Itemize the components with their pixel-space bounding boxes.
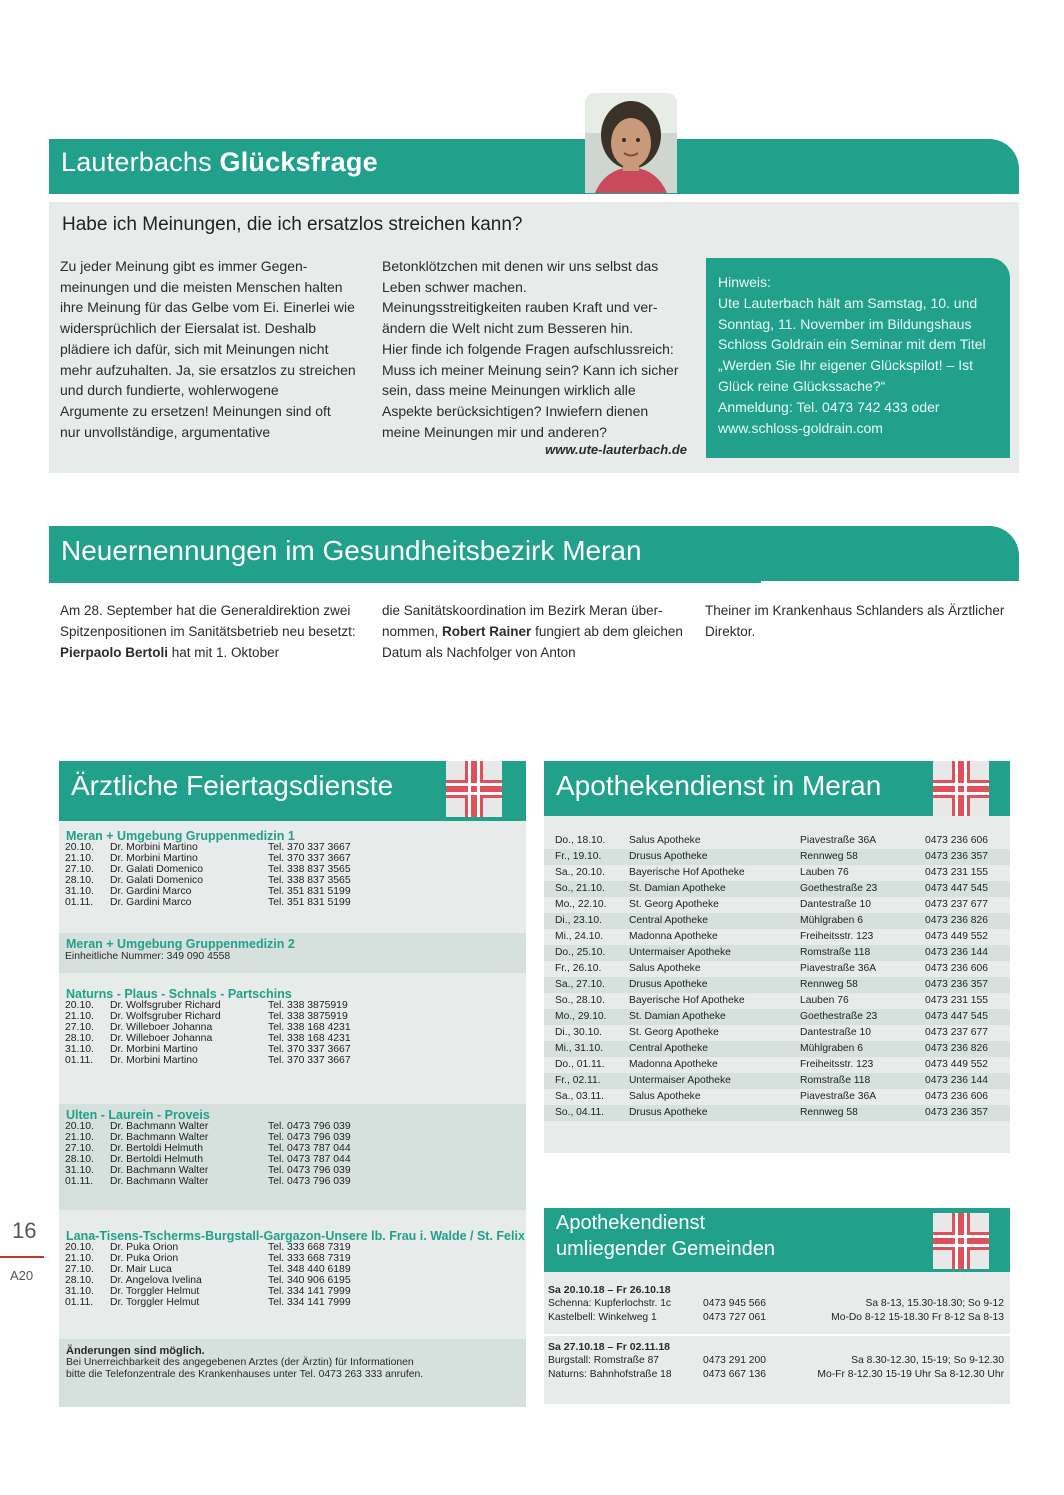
pharmacy-name: Drusus Apotheke xyxy=(629,1107,708,1118)
pharmacy-row xyxy=(544,865,1010,881)
pharmacy-phone: 0473 236 606 xyxy=(925,1091,988,1102)
pharmacy-phone: 0473 447 545 xyxy=(925,1011,988,1022)
pharmacy-phone: 0473 449 552 xyxy=(925,1059,988,1070)
table-row: 27.10. Dr. Bertoldi Helmuth Tel. 0473 787 044 xyxy=(65,1142,351,1154)
pharmacy-phone: 0473 231 155 xyxy=(925,995,988,1006)
pharmacy-address: Mühlgraben 6 xyxy=(800,915,863,926)
group-title: Lana-Tisens-Tscherms-Burgstall-Gargazon-Unsere lb. Frau i. Walde / St. Felix xyxy=(66,1229,525,1243)
divider xyxy=(49,581,761,583)
pharmacy-address: Goethestraße 23 xyxy=(800,1011,878,1022)
changes-notice-line: Bei Unerreichbarkeit des angegebenen Arztes (der Ärztin) für Informationen xyxy=(66,1357,414,1368)
pharmacy-address: Rennweg 58 xyxy=(800,851,858,862)
pharmacy-date: Do., 01.11. xyxy=(555,1059,605,1070)
table-row: 01.11. Dr. Gardini Marco Tel. 351 831 5199 xyxy=(65,896,351,908)
changes-notice xyxy=(59,1339,526,1407)
group-title: Naturns - Plaus - Schnals - Partschins xyxy=(66,987,292,1001)
author-website-link[interactable]: www.ute-lauterbach.de xyxy=(545,442,687,457)
pharmacy-date: Fr., 26.10. xyxy=(555,963,602,974)
pharmacy-address: Dantestraße 10 xyxy=(800,1027,871,1038)
pharmacy-phone: 0473 236 826 xyxy=(925,1043,988,1054)
doctor-group-meran-1 xyxy=(59,829,526,908)
table-row: 28.10. Dr. Bertoldi Helmuth Tel. 0473 787 044 xyxy=(65,1153,351,1165)
pharmacy-address: Rennweg 58 xyxy=(800,1107,858,1118)
pharmacy-name: Untermaiser Apotheke xyxy=(629,1075,731,1086)
pharmacy-name: St. Damian Apotheke xyxy=(629,883,726,894)
medical-cross-icon xyxy=(446,761,502,817)
pharmacy-address: Dantestraße 10 xyxy=(800,899,871,910)
page-marker-line xyxy=(0,1256,44,1258)
neuernennungen-title: Neuernennungen im Gesundheitsbezirk Meran xyxy=(61,535,642,566)
glücksfrage-question: Habe ich Meinungen, die ich ersatzlos streichen kann? xyxy=(62,214,523,235)
doctor-group-meran-2 xyxy=(59,933,526,973)
pharmacy-date: Mo., 22.10. xyxy=(555,899,607,910)
pharmacy-phone: 0473 236 826 xyxy=(925,915,988,926)
changes-notice-title: Änderungen sind möglich. xyxy=(66,1345,205,1357)
pharmacy-row xyxy=(544,1041,1010,1057)
pharmacy-phone: 0473 236 144 xyxy=(925,947,988,958)
medical-cross-icon xyxy=(933,1213,989,1269)
pharmacy-row xyxy=(544,1089,1010,1105)
pharmacy-address: Goethestraße 23 xyxy=(800,883,878,894)
table-row: 20.10. Dr. Wolfsgruber Richard Tel. 338 3875919 xyxy=(65,1000,348,1011)
pharmacy-name: Central Apotheke xyxy=(629,915,708,926)
pharmacy-date: Di., 23.10. xyxy=(555,915,602,926)
pharmacy-address: Romstraße 118 xyxy=(800,947,871,958)
divider xyxy=(544,1334,1010,1336)
table-row: 20.10. Dr. Bachmann Walter Tel. 0473 796 039 xyxy=(65,1121,351,1132)
table-row: 31.10. Dr. Bachmann Walter Tel. 0473 796 039 xyxy=(65,1164,351,1176)
table-row: 28.10. Dr. Angelova Ivelina Tel. 340 906 6195 xyxy=(65,1274,351,1286)
pharmacy-phone: 0473 237 677 xyxy=(925,899,988,910)
period-heading: Sa 20.10.18 – Fr 26.10.18 xyxy=(548,1284,671,1296)
pharmacy-name: Drusus Apotheke xyxy=(629,851,708,862)
table-row: 27.10. Dr. Willeboer Johanna Tel. 338 168 4231 xyxy=(65,1021,351,1033)
group-title: Meran + Umgebung Gruppenmedizin 2 xyxy=(66,937,295,951)
pharmacy-address: Romstraße 118 xyxy=(800,1075,871,1086)
pharmacy-row xyxy=(544,897,1010,913)
feiertagsdienste-title: Ärztliche Feiertagsdienste xyxy=(71,770,394,801)
pharmacy-phone: 0473 236 606 xyxy=(925,835,988,846)
pharmacy-phone: 0473 237 677 xyxy=(925,1027,988,1038)
pharmacy-date: Do., 25.10. xyxy=(555,947,606,958)
pharmacy-address: Piavestraße 36A xyxy=(800,1091,877,1102)
pharmacy-row xyxy=(544,1073,1010,1089)
table-row: 31.10. Dr. Morbini Martino Tel. 370 337 3667 xyxy=(65,1043,351,1055)
pharmacy-phone: 0473 447 545 xyxy=(925,883,988,894)
pharmacy-row xyxy=(544,833,1010,849)
pharmacy-name: Salus Apotheke xyxy=(629,1091,701,1102)
pharmacy-name: Bayerische Hof Apotheke xyxy=(629,867,745,878)
pharmacy-name: Untermaiser Apotheke xyxy=(629,947,731,958)
pharmacy-name: Salus Apotheke xyxy=(629,835,701,846)
pharmacy-name: Bayerische Hof Apotheke xyxy=(629,995,745,1006)
pharmacy-row xyxy=(544,849,1010,865)
pharmacy-date: Fr., 19.10. xyxy=(555,851,602,862)
pharmacy-address: Piavestraße 36A xyxy=(800,963,877,974)
pharmacy-date: Sa., 27.10. xyxy=(555,979,605,990)
pharmacy-phone: 0473 236 357 xyxy=(925,1107,988,1118)
pharmacy-address: Rennweg 58 xyxy=(800,979,858,990)
table-row: 21.10. Dr. Morbini Martino Tel. 370 337 3667 xyxy=(65,852,351,864)
medical-cross-icon xyxy=(933,761,989,817)
doctor-group-lana xyxy=(59,1229,526,1308)
table-row: 28.10. Dr. Willeboer Johanna Tel. 338 168 4231 xyxy=(65,1032,351,1044)
table-row: 21.10. Dr. Bachmann Walter Tel. 0473 796 039 xyxy=(65,1131,351,1143)
pharmacy-date: Fr., 02.11. xyxy=(555,1075,601,1086)
pharmacy-date: So., 04.11. xyxy=(555,1107,605,1118)
pharmacy-date: Di., 30.10. xyxy=(555,1027,602,1038)
pharmacy-date: Mi., 24.10. xyxy=(555,931,604,942)
pharmacy-address: Freiheitsstr. 123 xyxy=(800,931,874,942)
pharmacy-name: St. Georg Apotheke xyxy=(629,1027,719,1038)
pharmacy-date: Do., 18.10. xyxy=(555,835,606,846)
glücksfrage-title: Lauterbachs Glücksfrage xyxy=(61,147,378,177)
glücksfrage-column-2: Betonklötzchen mit denen wir uns selbst das Leben schwer machen. Meinungsstreitigkeiten rauben Kraft und ver- ändern die Welt nicht zum Besseren hin. Hier finde ich folgende Fragen aufschlussreich: Muss ich meiner Meinung sein? Kann ich sicher sein, dass meine Meinungen wirklich alle Aspekte berücksichtigen? Inwiefern dienen meine Meinungen mir und anderen? xyxy=(382,258,679,440)
page-code: A20 xyxy=(10,1268,34,1283)
pharmacy-name: Central Apotheke xyxy=(629,1043,708,1054)
pharmacy-address: Lauben 76 xyxy=(800,995,849,1006)
pharmacy-name: Salus Apotheke xyxy=(629,963,701,974)
pharmacy-date: Sa., 20.10. xyxy=(555,867,605,878)
table-row: 20.10. Dr. Puka Orion Tel. 333 668 7319 xyxy=(65,1242,351,1253)
group-title: Meran + Umgebung Gruppenmedizin 1 xyxy=(66,829,295,843)
pharmacy-row xyxy=(544,913,1010,929)
seminar-notice-box: Hinweis: Ute Lauterbach hält am Samstag, 10. und Sonntag, 11. November im Bildungshaus Schloss Goldrain ein Seminar mit dem Titel „Werden Sie Ihr eigener Glückspilot! – Ist Glück reine Glückssache?“ Anmeldung: Tel. 0473 742 433 oder www.schloss-goldrain.com xyxy=(706,258,1010,458)
pharmacy-phone: 0473 236 357 xyxy=(925,851,988,862)
glücksfrage-column-1: Zu jeder Meinung gibt es immer Gegen- meinungen und die meisten Menschen halten ihre Meinung für das Gelbe vom Ei. Einerlei wie widersprüchlich der Eiersalat ist. Deshalb plädiere ich dafür, sich mit Meinungen nicht mehr aufzuhalten. Ja, sie ersatzlos zu streichen und durch fundierte, wohlerwogene Argumente zu ersetzen! Meinungen sind oft nur unvollständige, argumentative xyxy=(60,258,356,440)
neuernennungen-column-2: die Sanitätskoordination im Bezirk Meran über-nommen, Robert Rainer fungiert ab dem gleichen Datum als Nachfolger von Anton xyxy=(382,603,683,660)
group-title: Ulten - Laurein - Proveis xyxy=(66,1108,210,1122)
pharmacy-address: Mühlgraben 6 xyxy=(800,1043,863,1054)
table-row: 31.10. Dr. Torggler Helmut Tel. 334 141 7999 xyxy=(65,1285,351,1297)
table-row: 28.10. Dr. Galati Domenico Tel. 338 837 3565 xyxy=(65,874,351,886)
doctor-group-ulten xyxy=(59,1104,526,1210)
pharmacy-date: So., 21.10. xyxy=(555,883,605,894)
pharmacy-name: St. Damian Apotheke xyxy=(629,1011,726,1022)
pharmacy-name: Madonna Apotheke xyxy=(629,1059,718,1070)
table-row: 21.10. Dr. Wolfsgruber Richard Tel. 338 3875919 xyxy=(65,1010,348,1022)
table-row: 01.11. Dr. Bachmann Walter Tel. 0473 796 039 xyxy=(65,1175,351,1187)
apothekendienst-title: Apothekendienst in Meran xyxy=(556,770,882,801)
neuernennungen-column-1: Am 28. September hat die Generaldirektion zwei Spitzenpositionen im Sanitätsbetrieb neu besetzt: Pierpaolo Bertoli hat mit 1. Oktober xyxy=(60,603,356,660)
pharmacy-date: Mo., 29.10. xyxy=(555,1011,607,1022)
table-row: 21.10. Dr. Puka Orion Tel. 333 668 7319 xyxy=(65,1252,351,1264)
pharmacy-phone: 0473 231 155 xyxy=(925,867,988,878)
pharmacy-row xyxy=(544,1025,1010,1041)
table-row: 31.10. Dr. Gardini Marco Tel. 351 831 5199 xyxy=(65,885,351,897)
umliegende-title: Apothekendienst umliegender Gemeinden xyxy=(556,1212,776,1260)
pharmacy-row xyxy=(544,945,1010,961)
pharmacy-date: So., 28.10. xyxy=(555,995,605,1006)
pharmacy-row xyxy=(544,881,1010,897)
pharmacy-phone: 0473 236 606 xyxy=(925,963,988,974)
pharmacy-name: Madonna Apotheke xyxy=(629,931,718,942)
table-row: 20.10. Dr. Morbini Martino Tel. 370 337 3667 xyxy=(65,842,351,853)
pharmacy-date: Mi., 31.10. xyxy=(555,1043,604,1054)
pharmacy-row xyxy=(544,993,1010,1009)
pharmacy-phone: 0473 236 144 xyxy=(925,1075,988,1086)
pharmacy-row xyxy=(544,1009,1010,1025)
doctor-group-naturns xyxy=(59,987,526,1066)
pharmacy-row xyxy=(544,1105,1010,1121)
table-row: 01.11. Dr. Torggler Helmut Tel. 334 141 7999 xyxy=(65,1296,351,1308)
pharmacy-row xyxy=(544,929,1010,945)
table-row: 27.10. Dr. Galati Domenico Tel. 338 837 3565 xyxy=(65,863,351,875)
pharmacy-address: Piavestraße 36A xyxy=(800,835,877,846)
pharmacy-row xyxy=(544,977,1010,993)
pharmacy-date: Sa., 03.11. xyxy=(555,1091,605,1102)
pharmacy-phone: 0473 449 552 xyxy=(925,931,988,942)
pharmacy-row xyxy=(544,1057,1010,1073)
pharmacy-address: Lauben 76 xyxy=(800,867,849,878)
pharmacy-name: St. Georg Apotheke xyxy=(629,899,719,910)
neuernennungen-column-3: Theiner im Krankenhaus Schlanders als Ärztlicher Direktor. xyxy=(705,603,1005,639)
pharmacy-row xyxy=(544,961,1010,977)
table-row: 27.10. Dr. Mair Luca Tel. 348 440 6189 xyxy=(65,1263,351,1275)
page-number: 16 xyxy=(12,1218,37,1243)
table-row: 01.11. Dr. Morbini Martino Tel. 370 337 3667 xyxy=(65,1054,351,1066)
pharmacy-address: Freiheitsstr. 123 xyxy=(800,1059,874,1070)
pharmacy-name: Drusus Apotheke xyxy=(629,979,708,990)
group-note: Einheitliche Nummer: 349 090 4558 xyxy=(65,951,231,962)
period-heading: Sa 27.10.18 – Fr 02.11.18 xyxy=(548,1341,671,1353)
author-portrait xyxy=(585,93,677,193)
pharmacy-phone: 0473 236 357 xyxy=(925,979,988,990)
changes-notice-line: bitte die Telefonzentrale des Krankenhauses unter Tel. 0473 263 333 anrufen. xyxy=(66,1369,424,1380)
